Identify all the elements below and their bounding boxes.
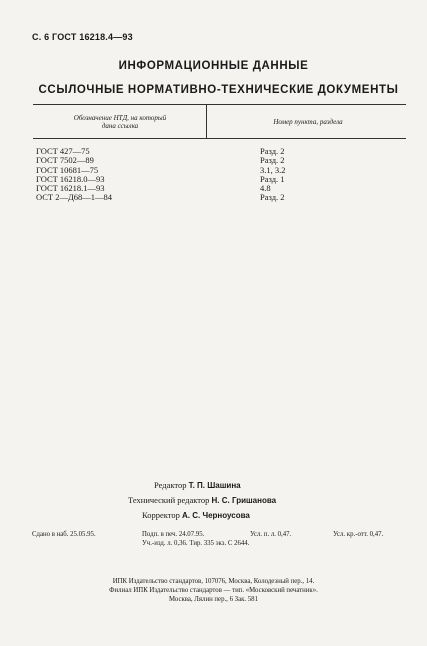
section-number: Разд. 2	[260, 155, 285, 166]
section-number: Разд. 2	[260, 192, 285, 203]
page-running-header: С. 6 ГОСТ 16218.4—93	[32, 32, 133, 42]
editor-name: Т. П. Шашина	[188, 481, 241, 490]
table-header-document	[40, 114, 200, 130]
credits-block	[0, 478, 427, 523]
section-number: Разд. 1	[260, 173, 285, 184]
handed-to-typesetting: Сдано в наб. 25.05.95.	[32, 531, 96, 538]
document-designation: ГОСТ 10681—75	[36, 164, 99, 175]
document-designation: ГОСТ 7502—89	[36, 155, 94, 166]
document-designation: ГОСТ 16218.0—93	[36, 173, 105, 184]
table-header-rule	[33, 138, 406, 139]
document-designation: ГОСТ 427—75	[36, 146, 90, 156]
table-column-divider	[206, 104, 207, 138]
corrector-line	[0, 508, 427, 523]
table-header-document-line2: дана ссылка	[101, 122, 139, 130]
table-row	[36, 193, 406, 202]
signed-for-print: Подп. в печ. 24.07.95.	[142, 531, 205, 538]
editor-line	[0, 478, 427, 493]
printer-address-line: Москва, Лялин пер., 6 Зак. 581	[169, 596, 258, 603]
reference-table-body	[36, 147, 406, 203]
tech-editor-line	[0, 493, 427, 508]
section-number: 4.8	[260, 183, 271, 194]
publishing-sheets-and-run: Уч.-изд. л. 0,36. Тир. 335 экз. С 2644.	[142, 540, 250, 547]
publisher-line: ИПК Издательство стандартов, 107076, Москва, Колодезный пер., 14.	[112, 578, 315, 585]
table-header-section: Номер пункта, раздела	[273, 118, 343, 126]
section-subtitle: ССЫЛОЧНЫЕ НОРМАТИВНО-ТЕХНИЧЕСКИЕ ДОКУМЕНТЫ	[38, 84, 399, 96]
corrector-role: Корректор	[142, 510, 180, 520]
document-designation: ОСТ 2—Д68—1—84	[36, 192, 113, 203]
conventional-print-sheets: Усл. п. л. 0,47.	[250, 531, 292, 538]
section-number: Разд. 2	[260, 146, 285, 156]
table-top-rule	[33, 104, 406, 105]
tech-editor-name: Н. С. Гришанова	[211, 496, 277, 505]
corrector-name: А. С. Черноусова	[182, 511, 250, 520]
section-number: 3.1, 3.2	[260, 164, 286, 175]
tech-editor-role: Технический редактор	[128, 495, 210, 505]
section-title: ИНФОРМАЦИОННЫЕ ДАННЫЕ	[118, 60, 309, 72]
printer-line: Филиал ИПК Издательство стандартов — тип. «Московский печатник».	[109, 587, 318, 594]
document-designation: ГОСТ 16218.1—93	[36, 183, 105, 194]
conventional-color-prints: Усл. кр.-отт. 0,47.	[333, 531, 384, 538]
table-header-document-line1: Обозначение НТД, на который	[73, 114, 167, 122]
editor-role: Редактор	[154, 480, 187, 490]
